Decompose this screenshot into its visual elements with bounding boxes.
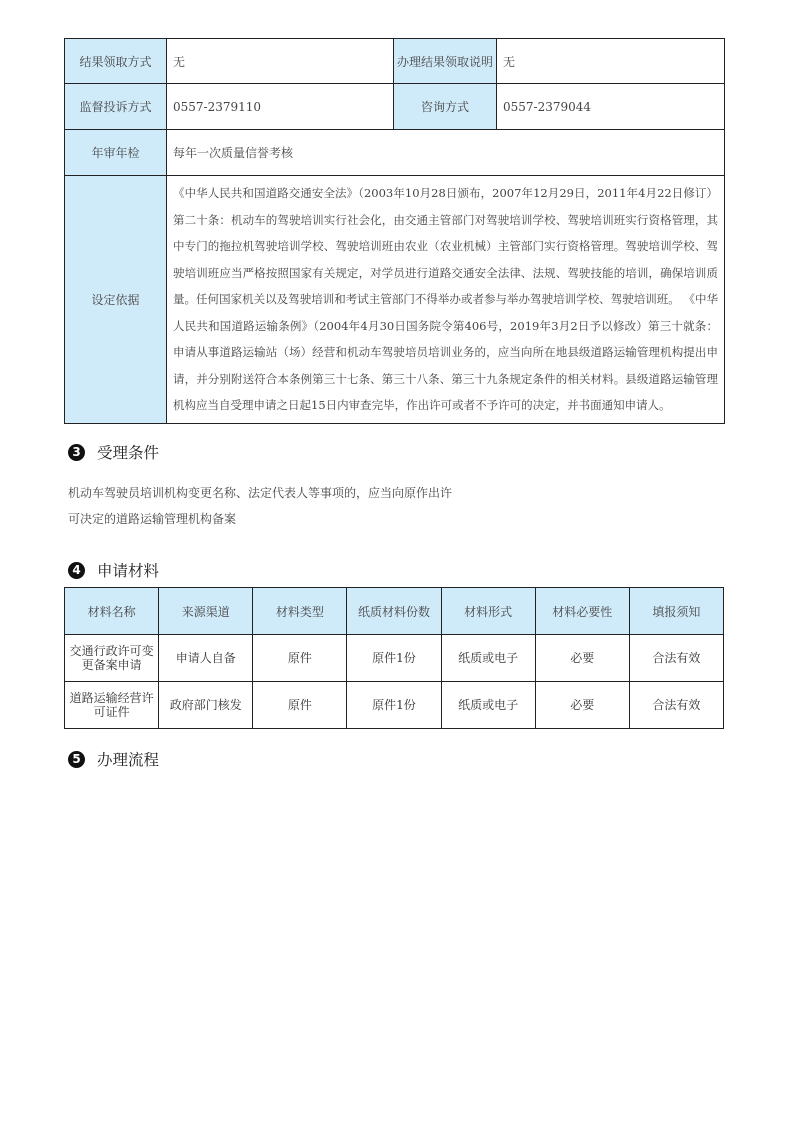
section-title: 申请材料: [97, 562, 160, 580]
col-header: 材料名称: [65, 588, 159, 635]
table-cell: 纸质或电子: [441, 682, 535, 729]
table-cell: 原件1份: [347, 635, 441, 682]
section-number: 4: [68, 562, 85, 579]
table-header-row: [65, 588, 724, 635]
table-cell: 原件1份: [347, 682, 441, 729]
table-cell: 纸质或电子: [441, 635, 535, 682]
complaint-phone: 0557-2379110: [167, 84, 394, 130]
basis-text: 《中华人民共和国道路交通安全法》（2003年10月28日颁布，2007年12月29日，2011年4月22日修订）第二十条：机动车的驾驶培训实行社会化，由交通主管部门对驾驶培训学校、驾驶培训班实行资格管理，其中专门的拖拉机驾驶培训学校、驾驶培训班由农业（农业机械）主管部门实行资格管理。驾驶培训学校、驾驶培训班应当严格按照国家有关规定，对学员进行道路交通安全法律、法规、驾驶技能的培训，确保培训质量。任何国家机关以及驾驶培训和考试主管部门不得举办或者参与举办驾驶培训学校、驾驶培训班。 《中华人民共和国道路运输条例》（2004年4月30日国务院令第406号，2019年3月2日予以修改）第三十就条：申请从事道路运输站（场）经营和机动车驾驶培员培训业务的，应当向所在地县级道路运输管理机构提出申请，并分别附送符合本条例第三十七条、第三十八条、第三十九条规定条件的相关材料。县级道路运输管理机构应当自受理申请之日起15日内审查完毕，作出许可或者不予许可的决定，并书面通知申请人。: [167, 176, 725, 424]
complaint-label: 监督投诉方式: [65, 84, 167, 130]
col-header: 材料类型: [253, 588, 347, 635]
table-row: [65, 130, 725, 176]
section-title: 受理条件: [97, 444, 160, 462]
table-cell: 原件: [253, 635, 347, 682]
table-row: [65, 39, 725, 84]
table-row: [65, 682, 724, 729]
table-cell: 必要: [535, 635, 629, 682]
col-header: 纸质材料份数: [347, 588, 441, 635]
consult-phone: 0557-2379044: [497, 84, 725, 130]
table-cell: 合法有效: [629, 635, 723, 682]
info-table: [64, 38, 725, 424]
table-cell: 道路运输经营许可证件: [65, 682, 159, 729]
col-header: 填报须知: [629, 588, 723, 635]
table-cell: 政府部门核发: [159, 682, 253, 729]
section-number: 5: [68, 751, 85, 768]
conditions-line: 可决定的道路运输管理机构备案: [68, 512, 237, 526]
table-cell: 交通行政许可变更备案申请: [65, 635, 159, 682]
table-row: [65, 84, 725, 130]
table-cell: 原件: [253, 682, 347, 729]
section-process: [68, 748, 159, 770]
result-method-label: 结果领取方式: [65, 39, 167, 84]
col-header: 材料必要性: [535, 588, 629, 635]
conditions-text: [68, 480, 488, 532]
annual-value: 每年一次质量信誉考核: [167, 130, 725, 176]
table-row: [65, 176, 725, 424]
col-header: 材料形式: [441, 588, 535, 635]
col-header: 来源渠道: [159, 588, 253, 635]
result-note-label: 办理结果领取说明: [394, 39, 497, 84]
section-number: 3: [68, 444, 85, 461]
result-note-value: 无: [497, 39, 725, 84]
table-row: [65, 635, 724, 682]
table-cell: 必要: [535, 682, 629, 729]
section-application-materials: [68, 559, 159, 581]
materials-table: [64, 587, 724, 729]
consult-label: 咨询方式: [394, 84, 497, 130]
result-method-value: 无: [167, 39, 394, 84]
section-title: 办理流程: [97, 751, 160, 769]
conditions-line: 机动车驾驶员培训机构变更名称、法定代表人等事项的，应当向原作出许: [68, 486, 453, 500]
basis-label: 设定依据: [65, 176, 167, 424]
annual-label: 年审年检: [65, 130, 167, 176]
table-cell: 申请人自备: [159, 635, 253, 682]
table-cell: 合法有效: [629, 682, 723, 729]
section-acceptance-conditions: [68, 441, 159, 463]
